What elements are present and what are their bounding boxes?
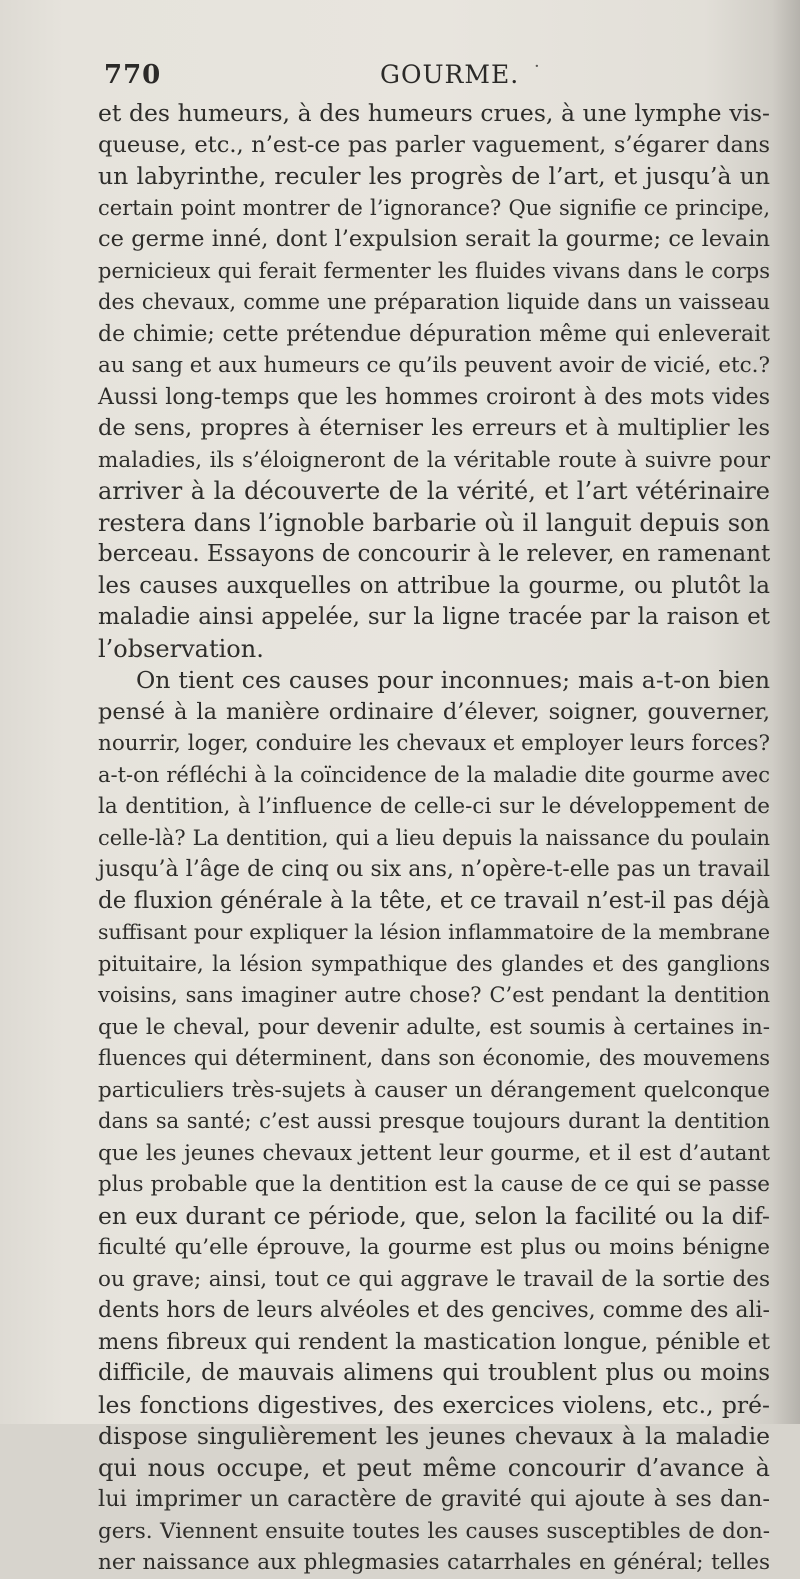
running-title: GOURME.: [380, 60, 520, 89]
text-line: la dentition, à l’influence de celle-ci sur le développement de: [98, 794, 770, 819]
text-line: jusqu’à l’âge de cinq ou six ans, n’opère-t-elle pas un travail: [98, 857, 770, 882]
text-line: au sang et aux humeurs ce qu’ils peuvent avoir de vicié, etc.?: [98, 353, 770, 378]
text-line: plus probable que la dentition est la cause de ce qui se passe: [98, 1172, 770, 1197]
text-line: particuliers très-sujets à causer un dérangement quelconque: [98, 1077, 770, 1103]
text-line: en eux durant ce période, que, selon la facilité ou la dif-: [98, 1201, 770, 1230]
text-line: de fluxion générale à la tête, et ce travail n’est-il pas déjà: [98, 887, 770, 914]
text-line: pituitaire, la lésion sympathique des glandes et des ganglions: [98, 951, 770, 976]
text-line: maladies, ils s’éloigneront de la véritable route à suivre pour: [98, 447, 770, 473]
text-line: On tient ces causes pour inconnues; mais a-t-on bien: [136, 666, 770, 694]
page-number: 770: [104, 60, 162, 90]
page-edge-shadow: [772, 0, 800, 1424]
text-line: a-t-on réfléchi à la coïncidence de la maladie dite gourme avec: [98, 762, 770, 787]
text-line: celle-là? La dentition, qui a lieu depuis la naissance du poulain: [98, 825, 770, 850]
text-line: que le cheval, pour devenir adulte, est soumis à certaines in-: [98, 1014, 770, 1040]
text-line: certain point montrer de l’ignorance? Que signifie ce principe,: [98, 195, 770, 220]
text-line: et des humeurs, à des humeurs crues, à une lymphe vis-: [98, 99, 770, 127]
body-text: [98, 98, 771, 1575]
text-line: arriver à la découverte de la vérité, et l’art vétérinaire: [98, 477, 770, 505]
text-line: dans sa santé; c’est aussi presque toujours durant la dentition: [98, 1109, 770, 1133]
text-line: dents hors de leurs alvéoles et des gencives, comme des ali-: [98, 1298, 770, 1323]
text-line: qui nous occupe, et peut même concourir d’avance à: [98, 1453, 770, 1482]
text-line: gers. Viennent ensuite toutes les causes susceptibles de don-: [98, 1518, 770, 1544]
text-line: voisins, sans imaginer autre chose? C’est pendant la dentition: [98, 983, 770, 1007]
text-line: fluences qui déterminent, dans son économie, des mouvemens: [98, 1046, 770, 1070]
text-line: ner naissance aux phlegmasies catarrhales en général; telles: [98, 1550, 770, 1575]
text-line: queuse, etc., n’est-ce pas parler vaguement, s’égarer dans: [98, 131, 770, 158]
text-line: berceau. Essayons de concourir à le relever, en ramenant: [98, 541, 771, 567]
text-line: pensé à la manière ordinaire d’élever, soigner, gouverner,: [98, 698, 770, 725]
text-line: de chimie; cette prétendue dépuration même qui enleverait: [98, 321, 770, 347]
text-line: les fonctions digestives, des exercices violens, etc., pré-: [98, 1390, 770, 1419]
page-header: [104, 56, 764, 100]
text-line: mens fibreux qui rendent la mastication longue, pénible et: [98, 1328, 770, 1355]
text-line: un labyrinthe, reculer les progrès de l’art, et jusqu’à un: [98, 162, 770, 190]
text-line: ou grave; ainsi, tout ce qui aggrave le travail de la sortie des: [98, 1266, 770, 1292]
text-line: ce germe inné, dont l’expulsion serait la gourme; ce levain: [98, 226, 770, 252]
header-mark: ·: [534, 56, 540, 77]
text-line: difficile, de mauvais alimens qui troublent plus ou moins: [98, 1360, 770, 1386]
text-line: les causes auxquelles on attribue la gourme, ou plutôt la: [98, 572, 770, 599]
text-line: maladie ainsi appelée, sur la ligne tracée par la raison et: [98, 604, 770, 630]
text-line: suffisant pour expliquer la lésion inflammatoire de la membrane: [98, 920, 770, 944]
text-line: ficulté qu’elle éprouve, la gourme est plus ou moins bénigne: [98, 1235, 770, 1260]
text-line: de sens, propres à éterniser les erreurs et à multiplier les: [98, 415, 770, 441]
text-line: des chevaux, comme une préparation liquide dans un vaisseau: [98, 290, 770, 314]
text-line: pernicieux qui ferait fermenter les fluides vivans dans le corps: [98, 258, 770, 283]
text-line: l’observation.: [98, 634, 264, 663]
text-line: dispose singulièrement les jeunes chevaux à la maladie: [98, 1422, 770, 1450]
text-line: nourrir, loger, conduire les chevaux et employer leurs forces?: [98, 731, 770, 756]
text-line: que les jeunes chevaux jettent leur gourme, et il est d’autant: [98, 1140, 770, 1166]
text-line: Aussi long-temps que les hommes croiront à des mots vides: [98, 384, 770, 410]
text-line: lui imprimer un caractère de gravité qui ajoute à ses dan-: [98, 1486, 770, 1512]
text-line: restera dans l’ignoble barbarie où il languit depuis son: [98, 508, 770, 537]
